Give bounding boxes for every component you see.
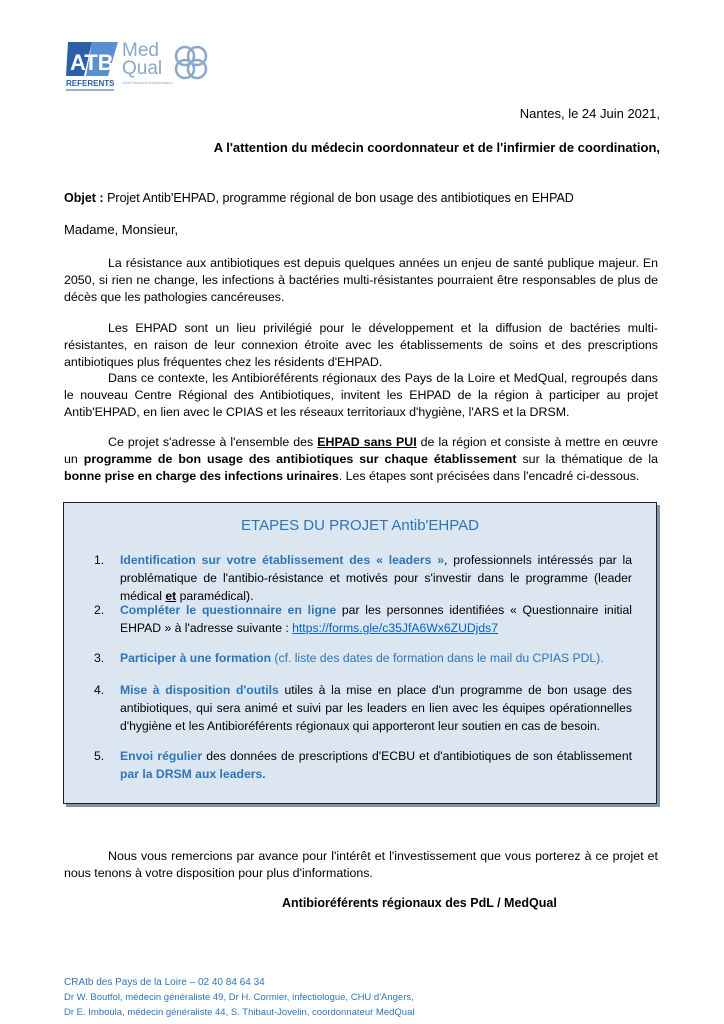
footer-line-3: Dr E. Imboula, médecin généraliste 44, S. Thibaut-Jovelin, coordonnateur MedQual	[64, 1007, 415, 1018]
paragraph-closing-text: Nous vous remercions par avance pour l'intérêt et l'investissement que vous porterez à ce projet et nous tenons à votre disposition pour plus d'informations.	[64, 849, 658, 880]
salutation: Madame, Monsieur,	[64, 222, 179, 237]
p4-part-a: Ce projet s'adresse à l'ensemble des	[108, 435, 318, 449]
p4-part-e: sur la thématique de la	[516, 452, 658, 466]
step-3-lead: Participer à une formation	[120, 651, 272, 665]
header-logos	[64, 40, 214, 96]
atb-logo-text: ATB	[70, 50, 114, 75]
paragraph-1-text: La résistance aux antibiotiques est depuis quelques années un enjeu de santé publique majeur. En 2050, si rien ne change, les infections à bactéries multi-résistantes pourraient être responsables de plus de décès que les pathologies cancéreuses.	[64, 256, 658, 304]
step-number: 1.	[94, 553, 105, 567]
paragraph-2-text: Les EHPAD sont un lieu privilégié pour le développement et la diffusion de bactéries multi-résistantes, en raison de leur connexion étroite avec les établissements de soins et des prescriptions antibiotiques plus fréquentes chez les résidents d'EHPAD.	[64, 321, 658, 369]
p4-part-c: de la région et consiste à mettre en œuvre un	[64, 435, 658, 466]
footer	[64, 975, 414, 1020]
date-line: Nantes, le 24 Juin 2021,	[519, 106, 660, 121]
objet-line	[64, 191, 574, 205]
paragraph-closing	[64, 848, 658, 882]
medqual-line1: Med	[122, 40, 159, 61]
p4-infections-urinaires: bonne prise en charge des infections urinaires	[64, 469, 339, 483]
atb-logo-subtext: REFERENTS	[66, 79, 115, 88]
p4-part-g: . Les étapes sont précisées dans l'encadré ci-dessous.	[338, 469, 640, 483]
steps-box	[63, 502, 657, 804]
step-1-text-end: paramédical).	[176, 589, 254, 603]
step-4-text: utiles à la mise en place d'un programme de bon usage des antibiotiques, qui sera animé et suivi par les leaders en lien avec les équipes opérationnelles d'hygiène et les Antibioréférents régionaux qui apporteront leur soutien en cas de besoin.	[120, 683, 632, 733]
paragraph-3	[64, 370, 658, 421]
p4-programme: programme de bon usage des antibiotiques sur chaque établissement	[83, 452, 517, 466]
paragraph-1	[64, 255, 658, 306]
step-1-et: et	[165, 589, 177, 603]
paragraph-2	[64, 320, 658, 371]
step-5-text: des données de prescriptions d'ECBU et d'antibiotiques de son établissement	[202, 749, 632, 763]
medqual-logo	[122, 42, 214, 92]
paragraph-4	[64, 434, 658, 485]
step-3-text: (cf. liste des dates de formation dans le mail du CPIAS PDL).	[271, 651, 604, 665]
atb-referents-logo-icon	[64, 40, 120, 94]
step-5-lead: Envoi régulier	[120, 749, 203, 763]
step-2-text: par les personnes identifiées « Questionnaire initial EHPAD » à l'adresse suivante :	[120, 603, 632, 635]
step-1-text: , professionnels intéressés par la problématique de l'antibio-résistance et motivés pour s'investir dans le programme (leader médical	[120, 553, 632, 603]
p4-ehpad-sans-pui: EHPAD sans PUI	[317, 435, 417, 449]
step-number: 5.	[94, 749, 105, 763]
step-1-lead: Identification sur votre établissement des « leaders »	[120, 553, 445, 567]
attention-line: A l'attention du médecin coordonnateur et de l'infirmier de coordination,	[213, 140, 660, 155]
step-5-end: .	[262, 767, 266, 781]
step-number: 3.	[94, 651, 105, 665]
step-4-lead: Mise à disposition d'outils	[120, 683, 279, 697]
signature: Antibioréférents régionaux des PdL / MedQual	[282, 896, 557, 910]
medqual-infinity-icon	[172, 44, 212, 80]
step-number: 4.	[94, 683, 105, 697]
medqual-tagline: Centre Ressource Antibiorésistance	[122, 81, 173, 85]
objet-text: Projet Antib'EHPAD, programme régional de bon usage des antibiotiques en EHPAD	[103, 191, 574, 205]
objet-label: Objet :	[64, 191, 104, 205]
footer-line-2: Dr W. Boutfol, médecin généraliste 49, Dr H. Cormier, infectiologue, CHU d'Angers,	[64, 992, 414, 1003]
medqual-logo-text	[122, 42, 162, 78]
questionnaire-link[interactable]: https://forms.gle/c35JfA6Wx6ZUDjds7	[292, 621, 499, 635]
step-5-tail: par la DRSM aux leaders	[120, 767, 263, 781]
steps-box-title: ETAPES DU PROJET Antib'EHPAD	[241, 517, 479, 534]
step-2-lead: Compléter le questionnaire en ligne	[120, 603, 337, 617]
medqual-line2: Qual	[122, 58, 163, 79]
step-number: 2.	[94, 603, 105, 617]
footer-line-1: CRAtb des Pays de la Loire – 02 40 84 64 34	[64, 977, 265, 988]
paragraph-3-text: Dans ce contexte, les Antibioréférents régionaux des Pays de la Loire et MedQual, regroupés dans le nouveau Centre Régional des Antibiotiques, invitent les EHPAD de la région à participer au projet Antib'EHPAD, en lien avec le CPIAS et les réseaux territoriaux d'hygiène, l'ARS et la DRSM.	[64, 371, 658, 419]
